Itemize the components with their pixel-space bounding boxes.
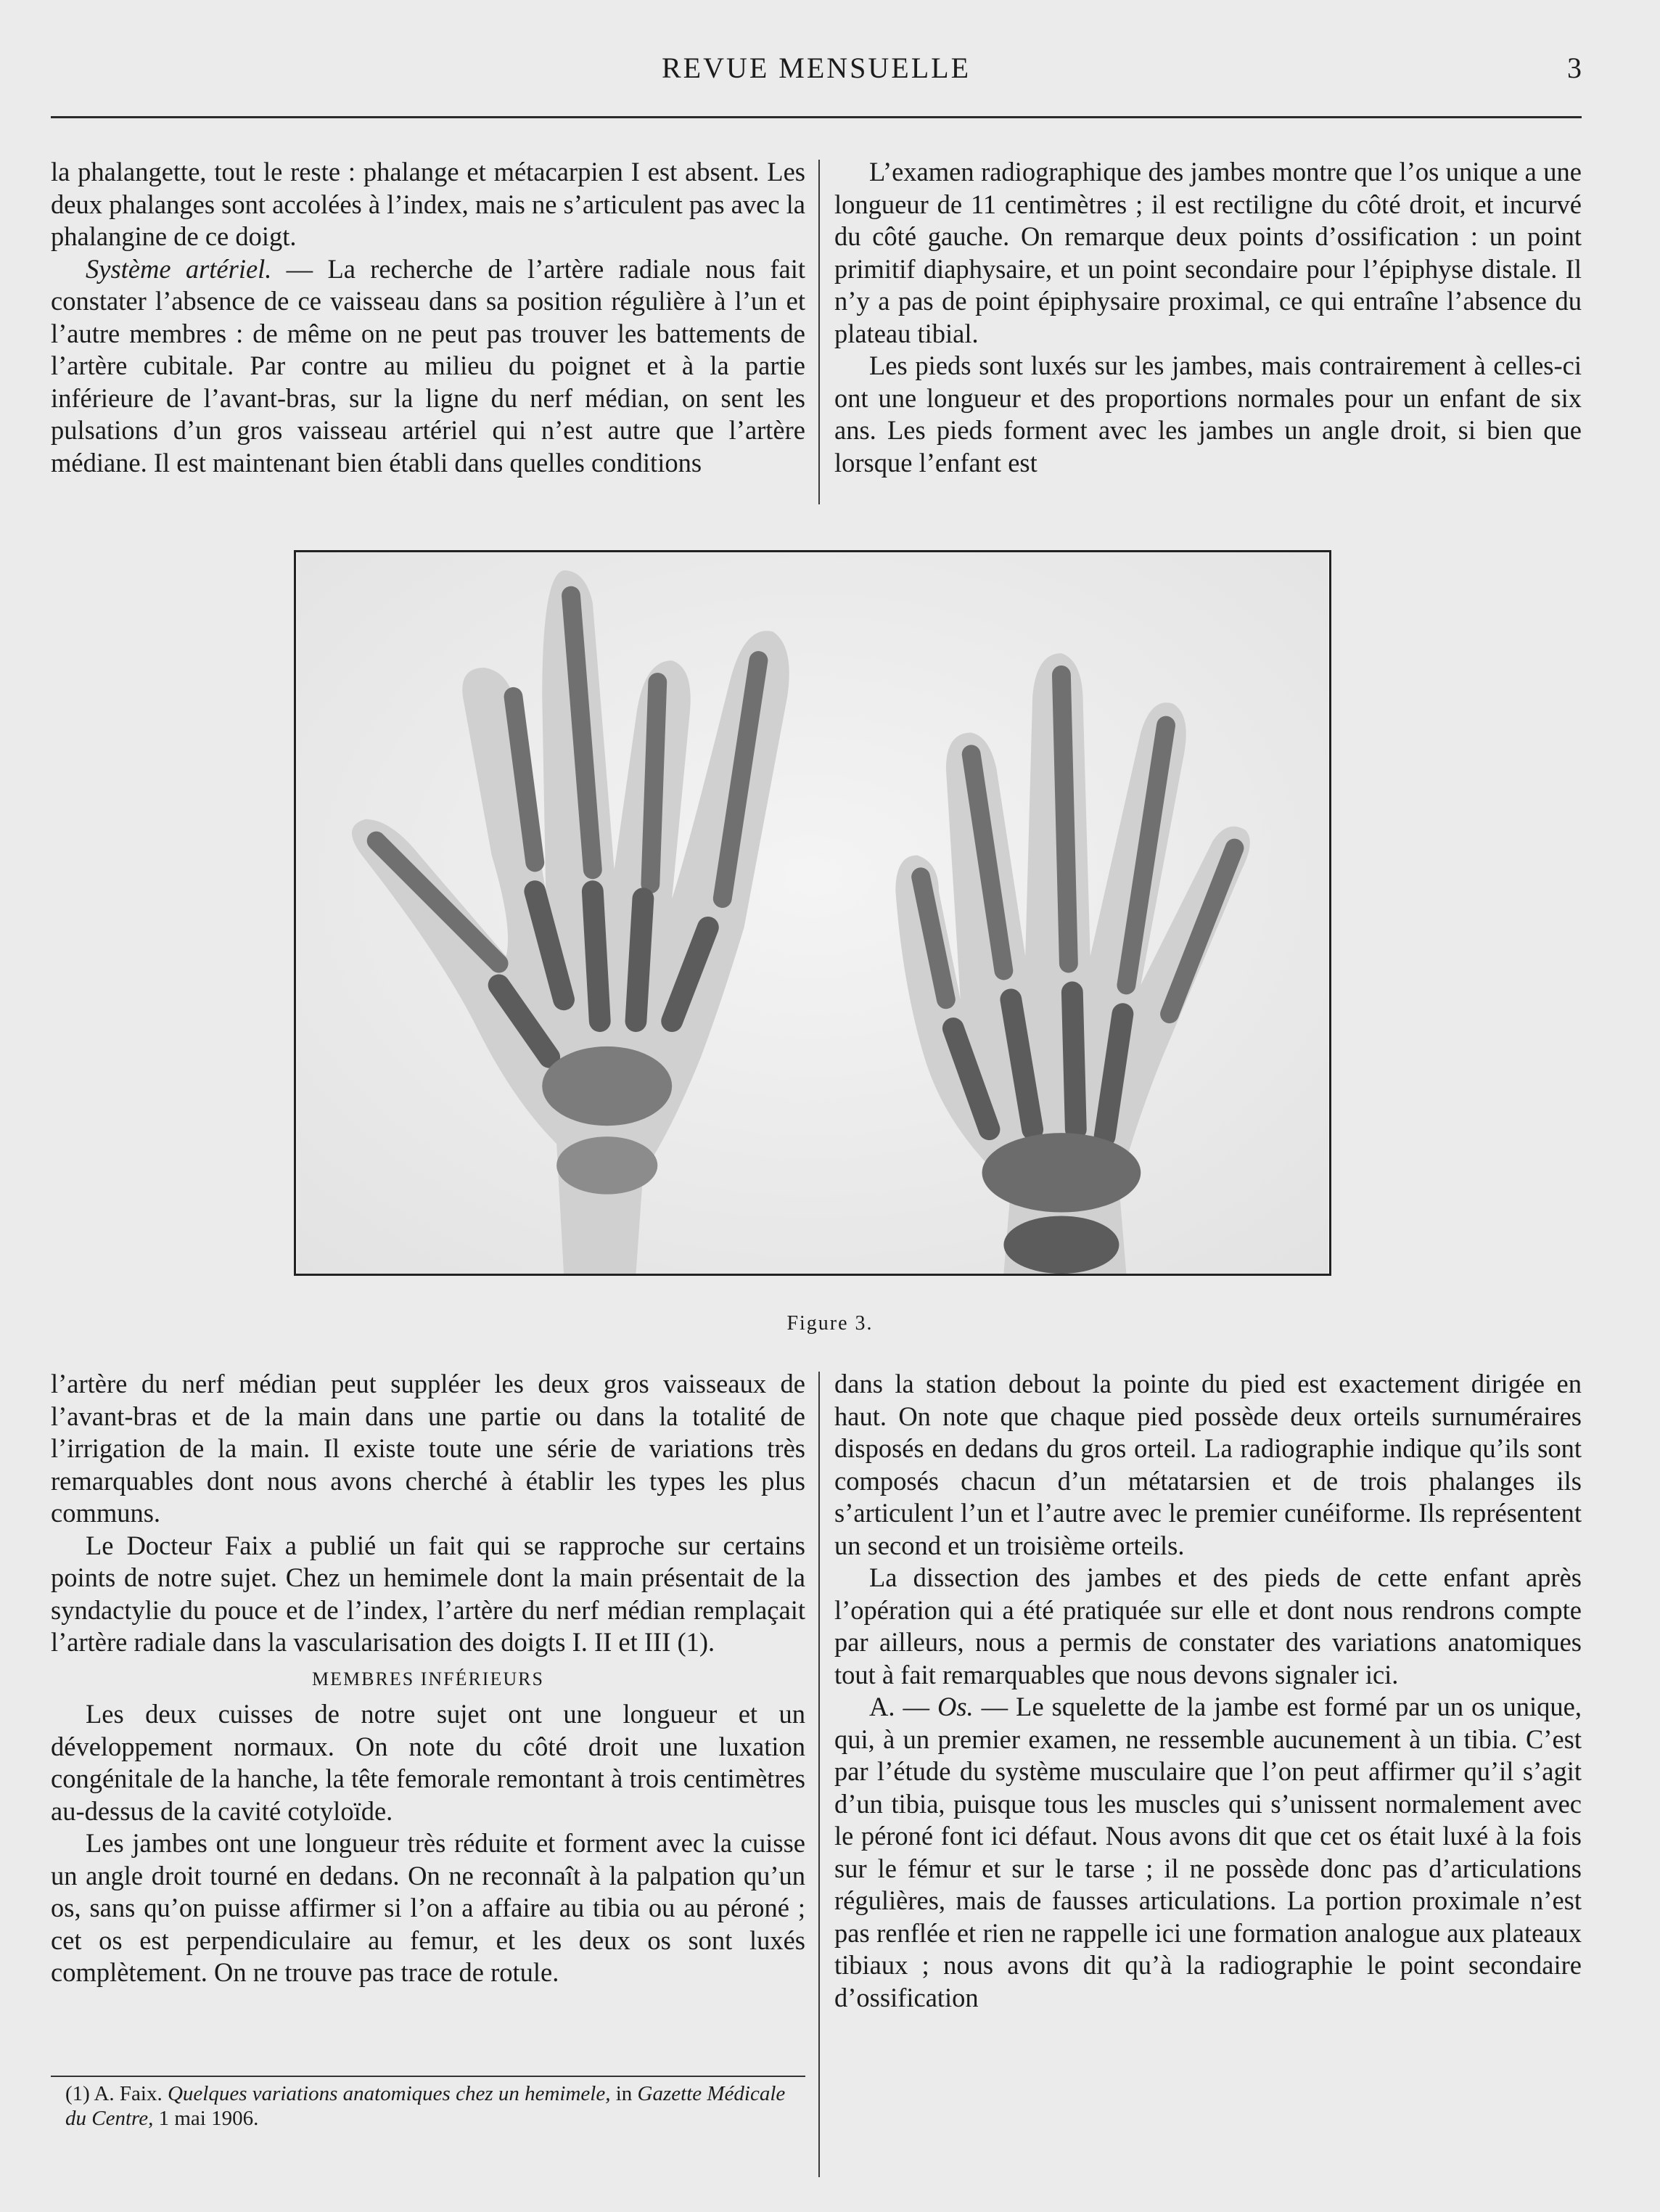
paragraph: dans la station debout la pointe du pied est exactement dirigée en haut. On note que chaque pied possède deux orteils surnuméraires disposés en dedans du gros orteil. La radiographie indique qu’ils sont composés chacun d’un métatarsien et de trois phalanges ils s’articulent l’un et l’autre avec le premier cunéiforme. Ils représentent un second et un troisième orteils. xyxy=(834,1369,1582,1560)
paragraph: L’examen radiographique des jambes montre que l’os unique a une longueur de 11 centimètres ; il est rectiligne du côté droit, et incurvé du côté gauche. On remarque deux points d’ossification : un point primitif diaphysaire, et un point secondaire pour l’épiphyse distale. Il n’y a pas de point épiphysaire proximal, ce qui entraîne l’absence du plateau tibial. xyxy=(834,157,1582,348)
bottom-left-column xyxy=(51,1368,805,2094)
paragraph-lead-plain: A. — xyxy=(869,1692,937,1721)
header-rule xyxy=(51,116,1582,118)
paragraph-text: — La recherche de l’artère radiale nous fait constater l’absence de ce vaisseau dans sa position régulière à l’un et l’autre membres : de même on ne peut pas trouver les battements de l’artère cubitale. Par contre au milieu du poignet et à la partie inférieure de l’avant-bras, sur la ligne du nerf médian, on sent les pulsations d’un gros vaisseau artériel qui n’est autre que l’artère médiane. Il est maintenant bien établi dans quelles conditions xyxy=(51,253,805,478)
paragraph: Les pieds sont luxés sur les jambes, mais contrairement à celles-ci ont une longueur et des proportions normales pour un enfant de six ans. Les pieds forment avec les jambes un angle droit, si bien que lorsque l’enfant est xyxy=(834,351,1582,478)
bottom-right-column xyxy=(834,1368,1582,2188)
paragraph-text: — Le squelette de la jambe est formé par un os unique, qui, à un premier examen, ne ressemble aucunement à un tibia. C’est par l’étude du système musculaire que l’on peut affirmer qu’il s’agit d’un tibia, puisque tous les muscles qui s’unissent normalement avec le péroné font ici défaut. Nous avons dit que cet os était luxé à la fois sur le fémur et sur le tarse ; il ne possède donc pas d’articulations régulières, mais de fausses articulations. La portion proximale n’est pas renflée et rien ne rappelle ici une formation analogue aux plateaux tibiaux ; nous avons dit qu’à la radiographie le point secondaire d’ossification xyxy=(834,1692,1582,2012)
footnote xyxy=(65,2081,805,2131)
paragraph: Les deux cuisses de notre sujet ont une longueur et un développement normaux. On note du côté droit une luxation congénitale de la hanche, la tête femorale remontant à trois centimètres au-dessus de la cavité cotyloïde. xyxy=(51,1699,805,1826)
paragraph: l’artère du nerf médian peut suppléer les deux gros vaisseaux de l’avant-bras et de la main dans une partie ou dans la totalité de l’irrigation de la main. Il existe toute une série de variations très remarquables dont nous avons cherché à établir les types les plus communs. xyxy=(51,1369,805,1528)
top-left-column xyxy=(51,156,805,515)
footnote-rule xyxy=(51,2076,805,2077)
column-divider xyxy=(818,1372,820,2177)
paragraph: Le Docteur Faix a publié un fait qui se rapproche sur certains points de notre sujet. Chez un hemimele dont la main présentait de la syndactylie du pouce et de l’index, l’artère du nerf médian remplaçait l’artère radiale dans la vascularisation des doigts I. II et III (1). xyxy=(51,1530,805,1657)
page-header xyxy=(51,51,1582,94)
radiograph-figure xyxy=(294,550,1331,1276)
footnote-in: in xyxy=(610,2082,633,2105)
paragraph xyxy=(51,253,805,480)
paragraph: la phalangette, tout le reste : phalange et métacarpien I est absent. Les deux phalanges sont accolées à l’index, mais ne s’articulent pas avec la phalangine de ce doigt. xyxy=(51,157,805,251)
paragraph: Les jambes ont une longueur très réduite et forment avec la cuisse un angle droit tourné en dedans. On ne reconnaît à la palpation qu’un os, sans qu’on puisse affirmer si l’on a affaire au tibia ou au péroné ; cet os est perpendiculaire au femur, et les deux os sont luxés complètement. On ne trouve pas trace de rotule. xyxy=(51,1828,805,1987)
paragraph: La dissection des jambes et des pieds de cette enfant après l’opération qui a été pratiquée sur elle et dont nous rendrons compte par ailleurs, nous a permis de constater des variations anatomiques tout à fait remarquables que nous devons signaler ici. xyxy=(834,1562,1582,1689)
hands-radiograph-image xyxy=(296,552,1329,1274)
section-heading: MEMBRES INFÉRIEURS xyxy=(312,1668,544,1689)
figure-caption: Figure 3. xyxy=(786,1312,874,1335)
paragraph-lead: Os. xyxy=(937,1692,974,1721)
running-title: REVUE MENSUELLE xyxy=(661,52,971,84)
column-divider xyxy=(818,160,820,504)
paragraph xyxy=(834,1691,1582,2014)
page-number: 3 xyxy=(1567,52,1582,84)
footnote-journal: Gazette Médicale du Centre, xyxy=(65,2082,786,2130)
top-right-column xyxy=(834,156,1582,515)
paragraph-lead: Système artériel. xyxy=(86,253,272,284)
footnote-title: Quelques variations anatomiques chez un hemimele, xyxy=(167,2082,611,2105)
footnote-number: (1) A. Faix. xyxy=(65,2082,163,2105)
footnote-date: 1 mai 1906. xyxy=(153,2107,259,2130)
